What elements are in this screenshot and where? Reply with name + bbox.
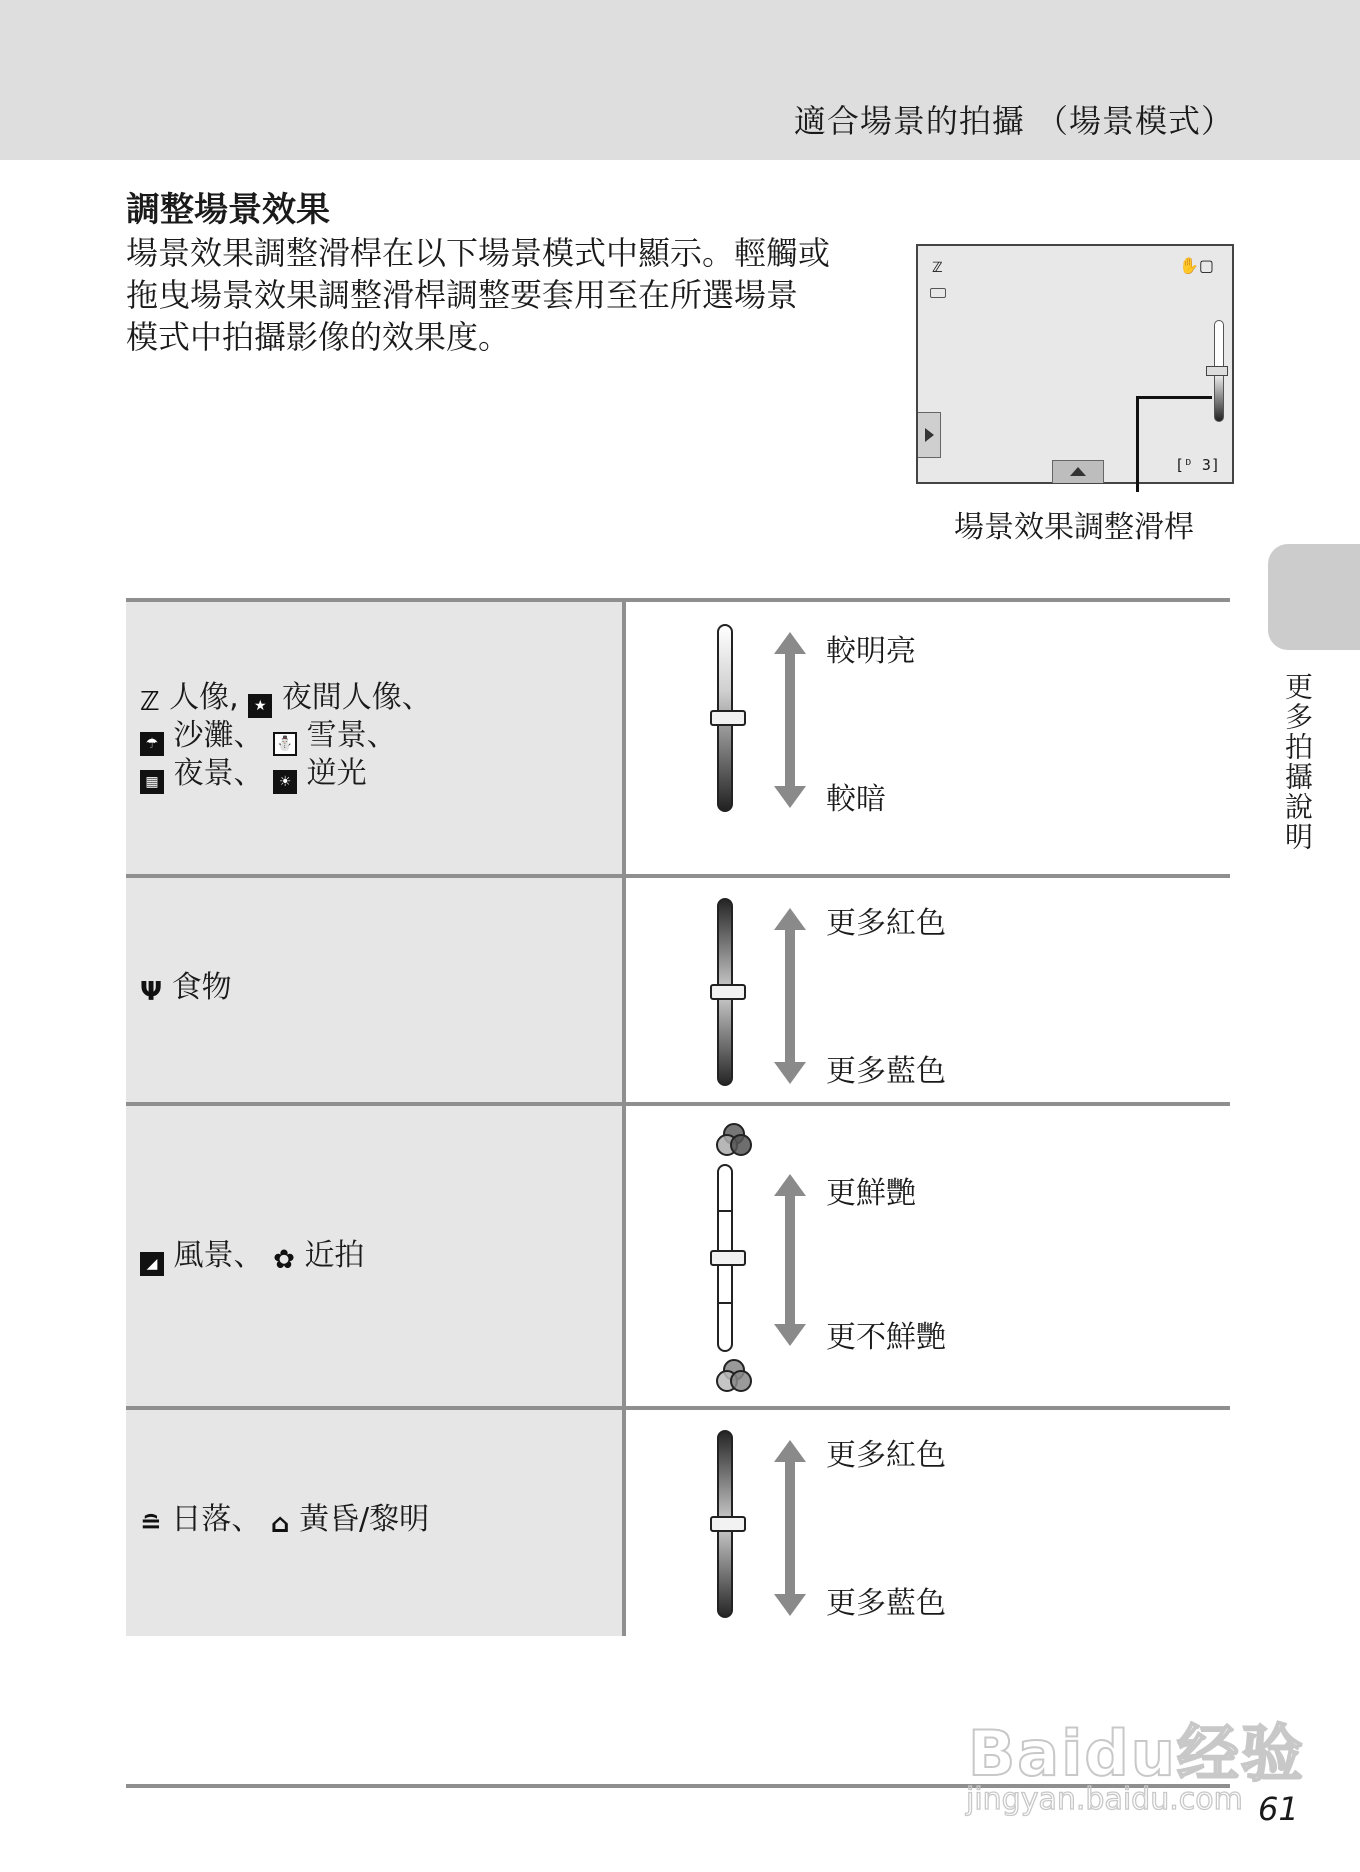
mode-list — [140, 1502, 429, 1538]
chapter-label: 更多拍攝說明 — [1281, 672, 1314, 852]
chevron-up-icon — [1070, 467, 1086, 476]
effect-slider-handle — [710, 984, 746, 1000]
up-down-arrow-icon — [774, 632, 806, 808]
up-down-arrow-icon — [774, 1174, 806, 1346]
callout-line — [1136, 396, 1139, 492]
close-up-icon: ✿ — [273, 1245, 295, 1275]
mode-line — [140, 680, 432, 718]
row-rule — [126, 874, 1230, 878]
header-title: 適合場景的拍攝 （場景模式） — [793, 102, 1234, 140]
beach-icon: ☂ — [140, 732, 164, 756]
watermark-url: jingyan.baidu.com — [966, 1782, 1243, 1817]
vibration-reduction-icon: ✋▢ — [1178, 256, 1214, 275]
playback-tab[interactable] — [918, 412, 941, 458]
mode-name: 日落、 — [171, 1502, 262, 1537]
effect-slider-handle — [710, 1250, 746, 1266]
mode-name: 夜景、 — [173, 756, 264, 791]
intro-line: 場景效果調整滑桿在以下場景模式中顯示。輕觸或 — [126, 234, 831, 272]
mode-name: 風景、 — [173, 1238, 264, 1273]
intro-text — [126, 232, 886, 358]
column-divider — [622, 1102, 626, 1406]
effect-slider-handle — [710, 710, 746, 726]
night-landscape-icon: ▦ — [140, 770, 164, 794]
mode-name: 近拍 — [304, 1238, 365, 1273]
bottom-label: 較暗 — [826, 782, 886, 817]
sunset-icon: ≘ — [140, 1509, 162, 1539]
table-row — [126, 874, 1230, 1102]
section-title: 調整場景效果 — [126, 190, 330, 230]
intro-line: 模式中拍攝影像的效果度。 — [126, 318, 511, 356]
row-rule — [126, 598, 1230, 602]
bottom-label: 更多藍色 — [826, 1586, 946, 1621]
shooting-menu-tab[interactable] — [1052, 460, 1104, 483]
mode-list — [140, 970, 232, 1006]
mode-line — [140, 1502, 429, 1538]
mode-line — [140, 756, 432, 794]
portrait-icon: ℤ — [140, 687, 160, 717]
page-number: 61 — [1258, 1790, 1299, 1828]
table-row — [126, 1406, 1230, 1636]
night-portrait-icon: ★ — [248, 694, 272, 718]
top-label: 較明亮 — [826, 634, 916, 669]
mode-list — [140, 1238, 364, 1276]
effect-slider-handle — [710, 1516, 746, 1532]
column-divider — [622, 874, 626, 1102]
backlighting-icon: ☀ — [273, 770, 297, 794]
mode-name: 沙灘、 — [173, 718, 264, 753]
vivid-color-icon — [714, 1120, 754, 1160]
portrait-icon: ℤ — [932, 260, 943, 276]
exposure-count: [ᴰ 3] — [1174, 456, 1220, 474]
up-down-arrow-icon — [774, 1440, 806, 1616]
mode-name: 食物 — [171, 970, 232, 1005]
muted-color-icon — [714, 1356, 754, 1396]
snow-icon: ⛄ — [273, 732, 297, 756]
top-label: 更多紅色 — [826, 1438, 946, 1473]
column-divider — [622, 1406, 626, 1636]
mode-name: 黃昏/黎明 — [299, 1502, 430, 1537]
play-icon — [925, 428, 934, 442]
mode-line — [140, 970, 232, 1006]
food-icon: Ψ — [140, 977, 163, 1007]
up-down-arrow-icon — [774, 908, 806, 1084]
top-label: 更多紅色 — [826, 906, 946, 941]
battery-icon — [930, 288, 946, 298]
dusk-dawn-icon: ⌂ — [270, 1509, 290, 1539]
mode-name: 人像, — [169, 680, 239, 715]
chapter-tab — [1268, 544, 1360, 650]
callout-line — [1136, 396, 1212, 399]
row-rule — [126, 1406, 1230, 1410]
bottom-label: 更不鮮艷 — [826, 1320, 946, 1355]
watermark-logo: Baidu经验 — [968, 1717, 1305, 1790]
mode-line — [140, 718, 432, 756]
landscape-icon: ◢ — [140, 1252, 164, 1276]
table-row — [126, 598, 1230, 874]
mode-name: 夜間人像、 — [281, 680, 432, 715]
row-rule — [126, 1102, 1230, 1106]
mode-name: 雪景、 — [306, 718, 397, 753]
intro-line: 拖曳場景效果調整滑桿調整要套用至在所選場景 — [126, 276, 799, 314]
bottom-label: 更多藍色 — [826, 1054, 946, 1089]
mode-name: 逆光 — [306, 756, 367, 791]
mode-line — [140, 1238, 364, 1276]
column-divider — [622, 598, 626, 874]
scene-effect-slider-handle[interactable] — [1206, 366, 1228, 376]
table-row — [126, 1102, 1230, 1406]
camera-screen — [916, 244, 1234, 484]
top-label: 更鮮艷 — [826, 1176, 916, 1211]
mode-list — [140, 680, 432, 794]
callout-label: 場景效果調整滑桿 — [954, 510, 1194, 545]
